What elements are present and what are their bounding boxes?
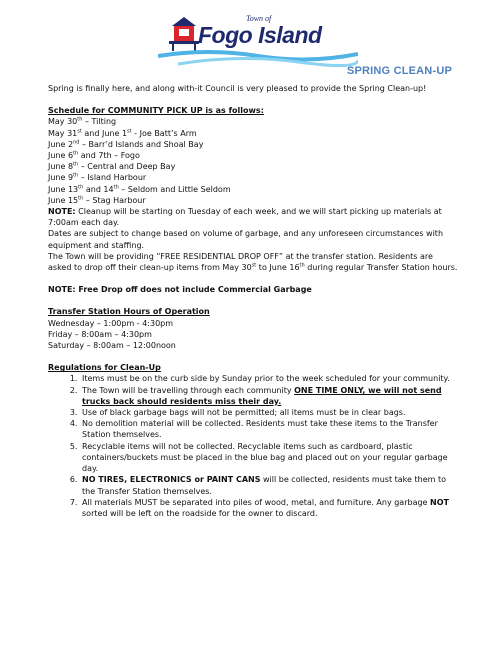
regulations-list bbox=[48, 373, 458, 519]
notice-body bbox=[48, 83, 458, 519]
dropoff-note: The Town will be providing “FREE RESIDENTIAL DROP OFF” at the transfer station. Residents are asked to drop off their clean-up items from May 30st to June 16th during regular Transfer Station hours. bbox=[48, 251, 458, 273]
list-item: 5. Recyclable items will not be collected. Recyclable items such as cardboard, plastic containers/buckets must be placed in the blue bag and placed out on your regular garbage day. bbox=[80, 441, 458, 475]
cleanup-note: NOTE: Cleanup will be starting on Tuesday of each week, and we will start picking up materials at 7:00am each day. bbox=[48, 207, 442, 228]
list-item: 7. All materials MUST be separated into piles of wood, metal, and furniture. Any garbage NOT sorted will be left on the roadside for the owner to discard. bbox=[80, 497, 458, 519]
hours-row: Friday – 8:00am – 4:30pm bbox=[48, 329, 152, 339]
list-item: 3. Use of black garbage bags will not be permitted; all items must be in clear bags. bbox=[80, 407, 458, 418]
schedule-heading: Schedule for COMMUNITY PICK UP is as follows: bbox=[48, 106, 264, 116]
schedule-list bbox=[48, 116, 458, 206]
list-item: 4. No demolition material will be collected. Residents must take these items to the Transfer Station themselves. bbox=[80, 418, 458, 440]
logo-small-text: Town of bbox=[246, 14, 272, 23]
town-logo bbox=[158, 12, 358, 72]
hours-row: Wednesday – 1:00pm - 4:30pm bbox=[48, 318, 174, 328]
page-title: SPRING CLEAN-UP bbox=[346, 65, 452, 77]
schedule-item: May 30th – Tilting bbox=[48, 116, 117, 127]
schedule-item: June 9th – Island Harbour bbox=[48, 172, 147, 183]
intro-text: Spring is finally here, and along with-it Council is very pleased to provide the Spring Clean-up! bbox=[48, 84, 427, 93]
list-item: 1. Items must be on the curb side by Sunday prior to the week scheduled for your community. bbox=[80, 373, 458, 384]
hours-row: Saturday – 8:00am – 12:00noon bbox=[48, 341, 176, 351]
transfer-heading: Transfer Station Hours of Operation bbox=[48, 307, 210, 317]
schedule-item: June 6th and 7th – Fogo bbox=[48, 150, 140, 161]
logo-text: Fogo Island bbox=[198, 22, 322, 48]
list-item: 2. The Town will be travelling through each community ONE TIME ONLY, we will not send trucks back should residents miss their day. bbox=[80, 385, 458, 407]
schedule-item: June 15th – Stag Harbour bbox=[48, 195, 146, 205]
dates-note: Dates are subject to change based on volume of garbage, and any unforeseen circumstances with equipment and staffing. bbox=[48, 229, 444, 250]
schedule-item: June 2nd – Barr’d Islands and Shoal Bay bbox=[48, 139, 204, 149]
schedule-item: June 8th – Central and Deep Bay bbox=[48, 161, 176, 172]
schedule-item: June 13th and 14th – Seldom and Little Seldom bbox=[48, 183, 231, 194]
list-item: 6. NO TIRES, ELECTRONICS or PAINT CANS will be collected, residents must take them to the Transfer Station themselves. bbox=[80, 474, 458, 496]
regulations-heading: Regulations for Clean-Up bbox=[48, 363, 161, 373]
schedule-item: May 31st and June 1st - Joe Batt’s Arm bbox=[48, 127, 197, 138]
commercial-note: NOTE: Free Drop off does not include Commercial Garbage bbox=[48, 285, 312, 295]
